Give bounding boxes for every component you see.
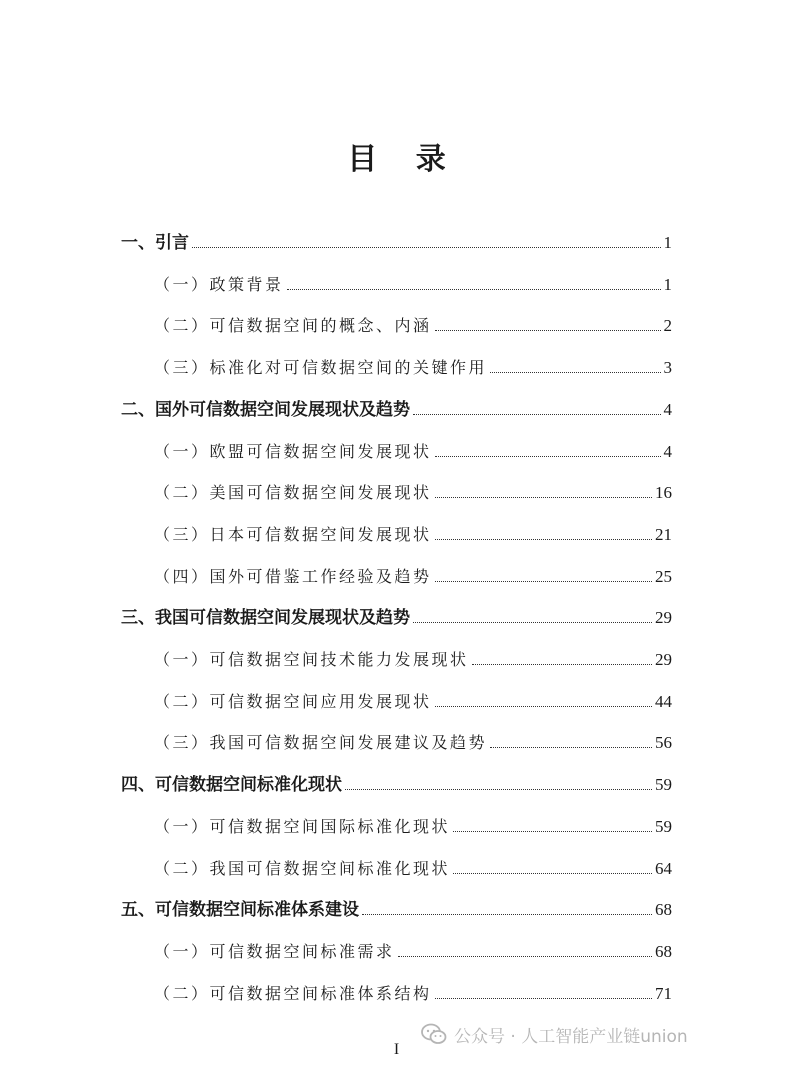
toc-dot-leader — [435, 496, 652, 498]
toc-dot-leader — [413, 621, 652, 623]
toc-entry-title: （三）标准化对可信数据空间的关键作用 — [154, 358, 488, 378]
toc-entry-page: 64 — [655, 858, 672, 878]
toc-dot-leader — [435, 705, 652, 707]
toc-dot-leader — [287, 288, 661, 290]
toc-entry-title: （二）可信数据空间标准体系结构 — [154, 983, 432, 1003]
toc-subsection[interactable] — [154, 806, 672, 838]
toc-subsection[interactable] — [154, 556, 672, 588]
toc-section[interactable] — [121, 597, 672, 629]
toc-dot-leader — [472, 663, 652, 665]
toc-entry-title: （一）政策背景 — [154, 274, 284, 294]
toc-entry-page: 1 — [663, 274, 672, 294]
toc-entry-title: 二、国外可信数据空间发展现状及趋势 — [121, 399, 410, 420]
toc-entry-title: （四）国外可借鉴工作经验及趋势 — [154, 566, 432, 586]
toc-section[interactable] — [121, 222, 672, 254]
toc-subsection[interactable] — [154, 639, 672, 671]
toc-entry-title: （一）可信数据空间标准需求 — [154, 941, 395, 961]
toc-dot-leader — [435, 329, 661, 331]
toc-entry-title: （一）可信数据空间国际标准化现状 — [154, 816, 451, 836]
toc-subsection[interactable] — [154, 472, 672, 504]
toc-entry-page: 16 — [655, 483, 672, 503]
toc-dot-leader — [413, 413, 661, 415]
toc-dot-leader — [192, 246, 661, 248]
toc-entry-page: 21 — [655, 524, 672, 544]
toc-subsection[interactable] — [154, 264, 672, 296]
toc-dot-leader — [345, 788, 652, 790]
toc-entry-page: 29 — [655, 608, 672, 628]
toc-entry-title: （二）美国可信数据空间发展现状 — [154, 483, 432, 503]
toc-entry-title: 一、引言 — [121, 233, 189, 253]
toc-entry-page: 59 — [655, 775, 672, 795]
toc-entry-page: 71 — [655, 983, 672, 1003]
toc-entry-title: （二）我国可信数据空间标准化现状 — [154, 858, 451, 878]
toc-entry-title: （三）日本可信数据空间发展现状 — [154, 524, 432, 544]
toc-subsection[interactable] — [154, 681, 672, 713]
toc-dot-leader — [453, 872, 652, 874]
toc-entry-page: 68 — [655, 941, 672, 961]
toc-subsection[interactable] — [154, 973, 672, 1005]
toc-dot-leader — [362, 913, 652, 915]
toc-entry-page: 1 — [663, 233, 672, 252]
toc-subsection[interactable] — [154, 431, 672, 463]
toc-dot-leader — [490, 371, 660, 373]
watermark-text: 公众号 · 人工智能产业链union — [454, 1026, 688, 1047]
toc-entry-page: 4 — [663, 441, 672, 461]
page-title: 目 录 — [347, 142, 460, 177]
toc-entry-page: 68 — [655, 900, 672, 920]
toc-entry-title: （二）可信数据空间应用发展现状 — [154, 691, 432, 711]
toc-subsection[interactable] — [154, 848, 672, 880]
toc-entry-page: 2 — [663, 316, 672, 336]
toc-entry-title: （二）可信数据空间的概念、内涵 — [154, 316, 432, 336]
toc-entry-page: 29 — [655, 650, 672, 669]
toc-entry-title: （一）可信数据空间技术能力发展现状 — [154, 650, 469, 669]
toc-subsection[interactable] — [154, 514, 672, 546]
toc-dot-leader — [435, 538, 652, 540]
toc-entry-page: 59 — [655, 816, 672, 836]
toc-dot-leader — [435, 455, 661, 457]
toc-dot-leader — [490, 746, 652, 748]
toc-subsection[interactable] — [154, 931, 672, 963]
toc-subsection[interactable] — [154, 305, 672, 337]
toc-section[interactable] — [121, 389, 672, 421]
toc-section[interactable] — [121, 764, 672, 796]
toc-section[interactable] — [121, 889, 672, 921]
toc-dot-leader — [435, 580, 652, 582]
toc-entry-title: （三）我国可信数据空间发展建议及趋势 — [154, 733, 488, 753]
toc-entry-title: 五、可信数据空间标准体系建设 — [121, 900, 359, 921]
toc-dot-leader — [435, 997, 652, 999]
toc-dot-leader — [453, 830, 652, 832]
toc-entry-title: 四、可信数据空间标准化现状 — [121, 775, 342, 796]
toc-entry-page: 25 — [655, 566, 672, 586]
toc-entry-title: （一）欧盟可信数据空间发展现状 — [154, 441, 432, 461]
toc-dot-leader — [398, 955, 652, 957]
toc-subsection[interactable] — [154, 722, 672, 754]
toc-entry-title: 三、我国可信数据空间发展现状及趋势 — [121, 608, 410, 629]
page-number: I — [393, 1041, 400, 1058]
toc-entry-page: 3 — [663, 358, 672, 378]
toc-entry-page: 4 — [663, 399, 672, 419]
toc-entry-page: 56 — [655, 733, 672, 753]
toc-entry-page: 44 — [655, 691, 672, 711]
toc-subsection[interactable] — [154, 347, 672, 379]
